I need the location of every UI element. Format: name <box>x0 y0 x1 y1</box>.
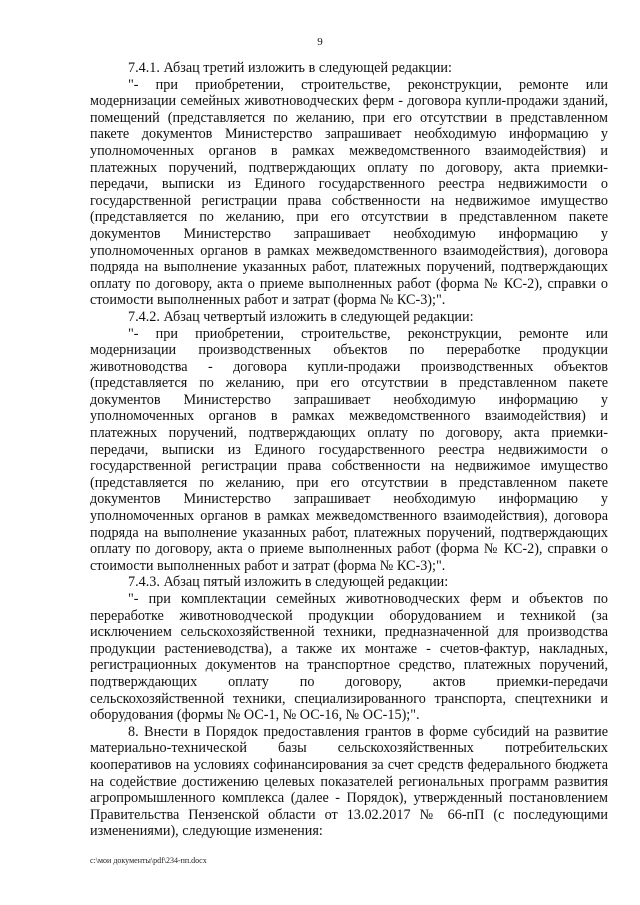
page-number: 9 <box>317 36 323 48</box>
paragraph-7-4-3-heading: 7.4.3. Абзац пятый изложить в следующей редакции: <box>128 574 449 591</box>
paragraph-7-4-1-text: "- при приобретении, строительстве, реконструкции, ремонте или модернизации семейных животноводческих ферм - договора купли-продажи зданий, помещений (представляется по желанию, при его отсутствии в представленном пакете документов Министерство запрашивает необходимую информацию у уполномоченных органов в рамках межведомственного взаимодействия) и платежных поручений, подтверждающих оплату по договору, акта приемки-передачи, выписки из Единого государственного реестра недвижимости о государственной регистрации права собственности на недвижимое имущество (представляется по желанию, при его отсутствии в представленном пакете документов Министерство запрашивает необходимую информацию у уполномоченных органов в рамках межведомственного взаимодействия), договора подряда на выполнение указанных работ, платежных поручений, подтверждающих оплату по договору, акта о приеме выполненных работ (форма № КС-2), справки о стоимости выполненных работ и затрат (форма № КС-3);". <box>90 76 608 309</box>
paragraph-7-4-2-heading: 7.4.2. Абзац четвертый изложить в следующей редакции: <box>128 308 474 325</box>
paragraph-7-4-3-text: "- при комплектации семейных животноводческих ферм и объектов по переработке животноводческой продукции оборудованием и техникой (за исключением сельскохозяйственной техники, предназначенной для производства продукции растениеводства), а также их монтаже - счетов-фактур, накладных, регистрационных документов на транспортное средство, платежных поручений, подтверждающих оплату по договору, актов приемки-передачи сельскохозяйственной техники, специализированного транспорта, спецтехники и оборудования (формы № ОС-1, № ОС-16, № ОС-15);". <box>90 591 608 724</box>
paragraph-7-4-1-heading: 7.4.1. Абзац третий изложить в следующей редакции: <box>128 60 452 76</box>
document-body <box>90 60 608 840</box>
paragraph-7-4-2-text: "- при приобретении, строительстве, реконструкции, ремонте или модернизации производственных объектов по переработке продукции животноводства - договора купли-продажи производственных объектов (представляется по желанию, при его отсутствии в представленном пакете документов Министерство запрашивает необходимую информацию у уполномоченных органов в рамках межведомственного взаимодействия) и платежных поручений, подтверждающих оплату по договору, акта приемки-передачи, выписки из Единого государственного реестра недвижимости о государственной регистрации права собственности на недвижимое имущество (представляется по желанию, при его отсутствии в представленном пакете документов Министерство запрашивает необходимую информацию у уполномоченных органов в рамках межведомственного взаимодействия), договора подряда на выполнение указанных работ, платежных поручений, подтверждающих оплату по договору, акта о приеме выполненных работ (форма № КС-2), справки о стоимости выполненных работ и затрат (форма № КС-3);". <box>90 325 608 574</box>
footer-file-path: c:\мои документы\pdf\234-пп.docx <box>90 856 207 865</box>
paragraph-8-text: 8. Внести в Порядок предоставления грантов в форме субсидий на развитие материально-технической базы сельскохозяйственных потребительских кооперативов на условиях софинансирования за счет средств федерального бюджета на содействие достижению целевых показателей региональных программ развития агропромышленного комплекса (далее - Порядок), утвержденный постановлением Правительства Пензенской области от 13.02.2017 № 66-пП (с последующими изменениями), следующие изменения: <box>90 723 608 840</box>
